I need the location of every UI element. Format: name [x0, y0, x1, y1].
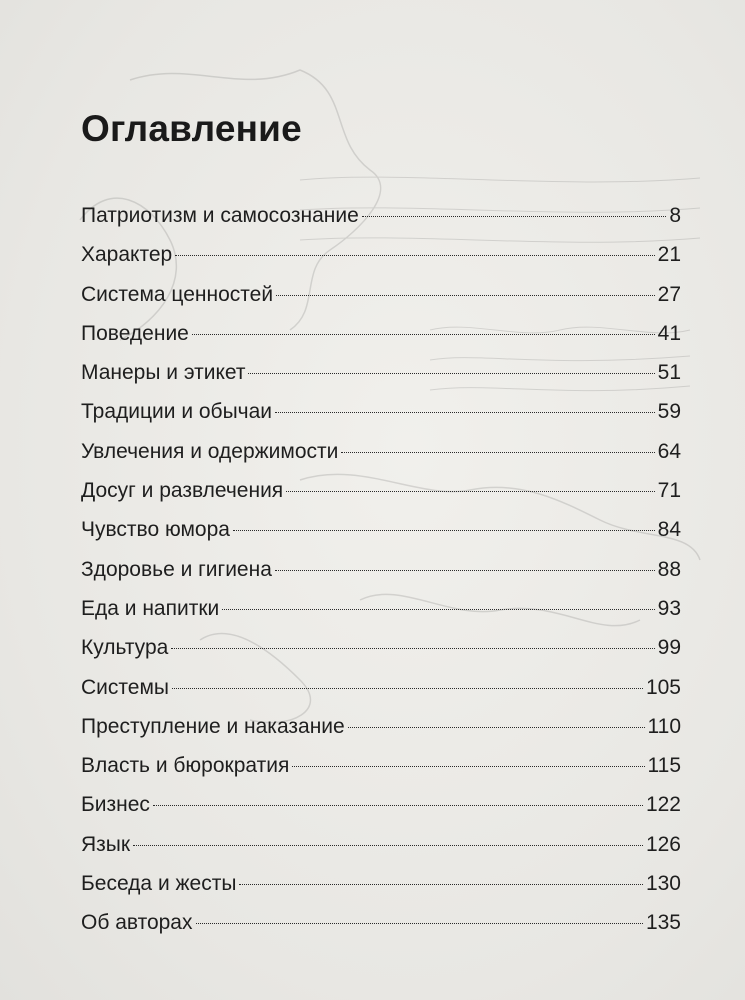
toc-entry-page-number: 41: [657, 321, 681, 345]
toc-entry: [81, 196, 681, 235]
dot-leader: [348, 727, 645, 728]
toc-entry-title: Досуг и развлечения: [81, 479, 284, 503]
toc-entry-title: Преступление и наказание: [81, 714, 345, 738]
toc-entry-title: Системы: [81, 675, 169, 699]
toc-entry-title: Здоровье и гигиена: [81, 557, 272, 581]
toc-entry: [81, 314, 681, 353]
toc-entry: [81, 432, 681, 471]
toc-entry: [81, 746, 681, 785]
dot-leader: [222, 609, 654, 610]
toc-entry-title: Бизнес: [81, 793, 150, 817]
toc-entry-title: Язык: [81, 832, 131, 856]
dot-leader: [196, 923, 643, 924]
toc-entry-page-number: 126: [645, 832, 681, 856]
toc-entry: [81, 353, 681, 392]
toc-entry-page-number: 59: [657, 400, 681, 424]
toc-entry: [81, 864, 681, 903]
toc-entry: [81, 589, 681, 628]
table-of-contents: [81, 196, 681, 943]
toc-entry-page-number: 21: [657, 243, 681, 267]
toc-entry-title: Увлечения и одержимости: [81, 439, 339, 463]
toc-entry-title: Беседа и жесты: [81, 872, 237, 896]
toc-entry-page-number: 51: [657, 361, 681, 385]
dot-leader: [276, 295, 655, 296]
toc-entry: [81, 785, 681, 824]
toc-entry-title: Патриотизм и самосознание: [81, 204, 359, 227]
dot-leader: [172, 688, 643, 689]
dot-leader: [286, 491, 654, 492]
toc-entry-page-number: 88: [657, 557, 681, 581]
toc-entry-title: Об авторах: [81, 911, 193, 935]
dot-leader: [275, 412, 655, 413]
toc-entry-page-number: 122: [645, 793, 681, 817]
dot-leader: [171, 648, 654, 649]
toc-entry: [81, 668, 681, 707]
toc-entry-title: Власть и бюрократия: [81, 754, 290, 778]
dot-leader: [341, 452, 654, 453]
toc-entry: [81, 275, 681, 314]
dot-leader: [153, 805, 643, 806]
dot-leader: [239, 884, 643, 885]
dot-leader: [233, 530, 655, 531]
dot-leader: [275, 570, 655, 571]
toc-entry-page-number: 99: [657, 636, 681, 660]
dot-leader: [133, 845, 643, 846]
toc-entry-title: Традиции и обычаи: [81, 400, 273, 424]
toc-entry: [81, 628, 681, 667]
toc-entry: [81, 825, 681, 864]
toc-entry-title: Чувство юмора: [81, 518, 230, 542]
toc-entry-page-number: 8: [669, 204, 681, 227]
dot-leader: [175, 255, 654, 256]
toc-entry-title: Культура: [81, 636, 169, 660]
toc-entry: [81, 550, 681, 589]
toc-entry-title: Манеры и этикет: [81, 361, 246, 385]
toc-entry-title: Еда и напитки: [81, 596, 220, 620]
dot-leader: [292, 766, 644, 767]
page-title: Оглавление: [81, 108, 302, 149]
toc-entry-page-number: 27: [657, 282, 681, 306]
toc-entry: [81, 392, 681, 431]
toc-entry: [81, 235, 681, 274]
toc-entry-page-number: 71: [657, 479, 681, 503]
toc-entry-page-number: 105: [645, 675, 681, 699]
toc-entry: [81, 510, 681, 549]
toc-entry-title: Система ценностей: [81, 282, 274, 306]
dot-leader: [192, 334, 655, 335]
toc-entry: [81, 471, 681, 510]
toc-entry: [81, 707, 681, 746]
toc-entry-page-number: 84: [657, 518, 681, 542]
toc-entry: [81, 903, 681, 942]
toc-entry-page-number: 64: [657, 439, 681, 463]
toc-entry-page-number: 135: [645, 911, 681, 935]
toc-entry-page-number: 115: [647, 754, 681, 778]
toc-entry-page-number: 110: [647, 714, 681, 738]
toc-entry-title: Поведение: [81, 321, 189, 345]
toc-entry-page-number: 130: [645, 872, 681, 896]
dot-leader: [362, 216, 667, 217]
toc-entry-page-number: 93: [657, 596, 681, 620]
toc-entry-title: Характер: [81, 243, 173, 267]
dot-leader: [248, 373, 654, 374]
